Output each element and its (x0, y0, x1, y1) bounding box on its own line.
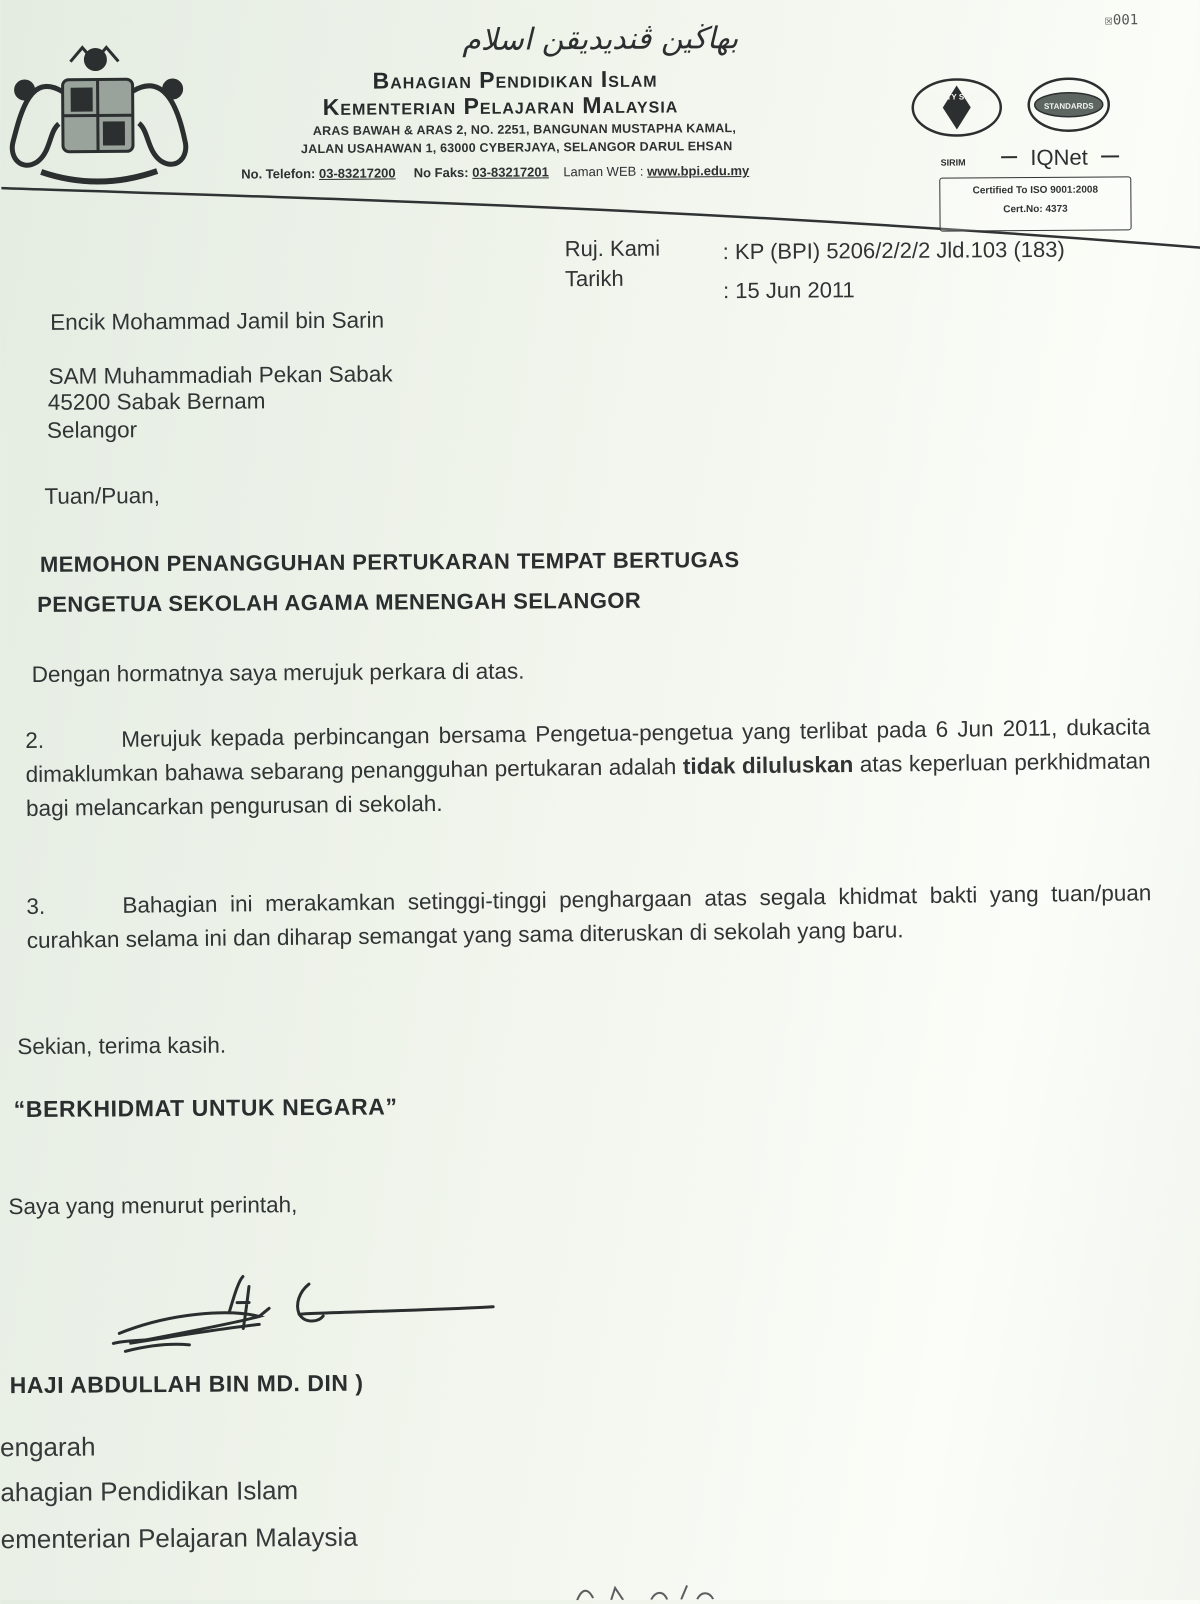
svg-text:IQNet: IQNet (1030, 145, 1088, 170)
svg-text:QUALITY SYSTEM: QUALITY SYSTEM (922, 92, 992, 101)
cutoff-text-fragment (571, 1581, 731, 1600)
recipient-state: Selangor (47, 417, 137, 444)
ministry-name: Kementerian Pelajaran Malaysia (323, 91, 679, 120)
signature-image (109, 1271, 510, 1384)
order-line: Saya yang menurut perintah, (8, 1192, 297, 1220)
jawi-heading: بهاڬين ڤنديديقن اسلام (368, 21, 738, 72)
recipient-school: SAM Muhammadiah Pekan Sabak (49, 361, 393, 389)
iso-certification: Certified To ISO 9001:2008 (940, 184, 1130, 196)
reference-label: Ruj. Kami (565, 236, 661, 263)
svg-text:SIRIM: SIRIM (941, 157, 966, 167)
address-line-1: ARAS BAWAH & ARAS 2, NO. 2251, BANGUNAN MUSTAPHA KAMAL, (313, 121, 736, 138)
quality-system-badge-icon (913, 79, 1002, 168)
subject-line-2: PENGETUA SEKOLAH AGAMA MENENGAH SELANGOR (37, 588, 641, 618)
signatory-position: engarah (0, 1432, 96, 1464)
iqnet-badge-icon (1001, 78, 1120, 170)
recipient-name: Encik Mohammad Jamil bin Sarin (50, 308, 384, 336)
salutation: Tuan/Puan, (44, 483, 160, 510)
paragraph-3-number: 3. (26, 889, 122, 924)
paragraph-2-text-before: Merujuk kepada perbincangan bersama Pengetua-pengetua yang terlibat pada 6 Jun 2011, dukacita dimaklumkan bahawa sebarang penangguhan pertukaran adalah (26, 714, 1151, 787)
website-link[interactable]: www.bpi.edu.my (647, 163, 749, 179)
paragraph-2-bold: tidak diluluskan (683, 752, 854, 779)
certificate-number: Cert.No: 4373 (940, 203, 1130, 215)
phone-number: 03-83217200 (319, 165, 396, 181)
date-label: Tarikh (565, 266, 624, 292)
iso-certification-box (939, 176, 1131, 231)
motto: “BERKHIDMAT UNTUK NEGARA” (14, 1093, 398, 1123)
svg-text:STANDARDS: STANDARDS (1044, 102, 1094, 111)
paragraph-2-number: 2. (25, 723, 121, 758)
recipient-postcode-town: 45200 Sabak Bernam (48, 388, 266, 416)
paragraph-2-text-after: atas keperluan perkhidmatan bagi melancarkan pengurusan di sekolah. (26, 748, 1151, 821)
fax-label: No Faks: (414, 165, 469, 180)
paragraph-3 (26, 876, 1152, 958)
fax-number: 03-83217201 (472, 164, 549, 180)
closing-line: Sekian, terima kasih. (17, 1033, 226, 1060)
paragraph-3-text: Bahagian ini merakamkan setinggi-tinggi penghargaan atas segala khidmat bakti yang tuan/puan curahkan selama ini dan diharap semangat yang sama diteruskan di sekolah yang baru. (27, 880, 1152, 953)
phone-label: No. Telefon: (241, 166, 315, 182)
page-number: ☒001 (1104, 12, 1138, 28)
intro-paragraph: Dengan hormatnya saya merujuk perkara di atas. (32, 659, 525, 688)
address-line-2: JALAN USAHAWAN 1, 63000 CYBERJAYA, SELANGOR DARUL EHSAN (301, 139, 733, 156)
signatory-division: ahagian Pendidikan Islam (0, 1475, 298, 1508)
signatory-name: HAJI ABDULLAH BIN MD. DIN ) (10, 1370, 364, 1399)
web-label: Laman WEB : (563, 164, 643, 180)
division-name: Bahagian Pendidikan Islam (372, 66, 657, 95)
paragraph-2 (25, 710, 1151, 826)
signatory-ministry: ementerian Pelajaran Malaysia (1, 1522, 358, 1555)
date-value: : 15 Jun 2011 (723, 277, 855, 304)
reference-value: : KP (BPI) 5206/2/2/2 Jld.103 (183) (723, 237, 1065, 265)
coat-of-arms-icon (0, 31, 196, 192)
subject-line-1: MEMOHON PENANGGUHAN PERTUKARAN TEMPAT BERTUGAS (40, 547, 740, 578)
